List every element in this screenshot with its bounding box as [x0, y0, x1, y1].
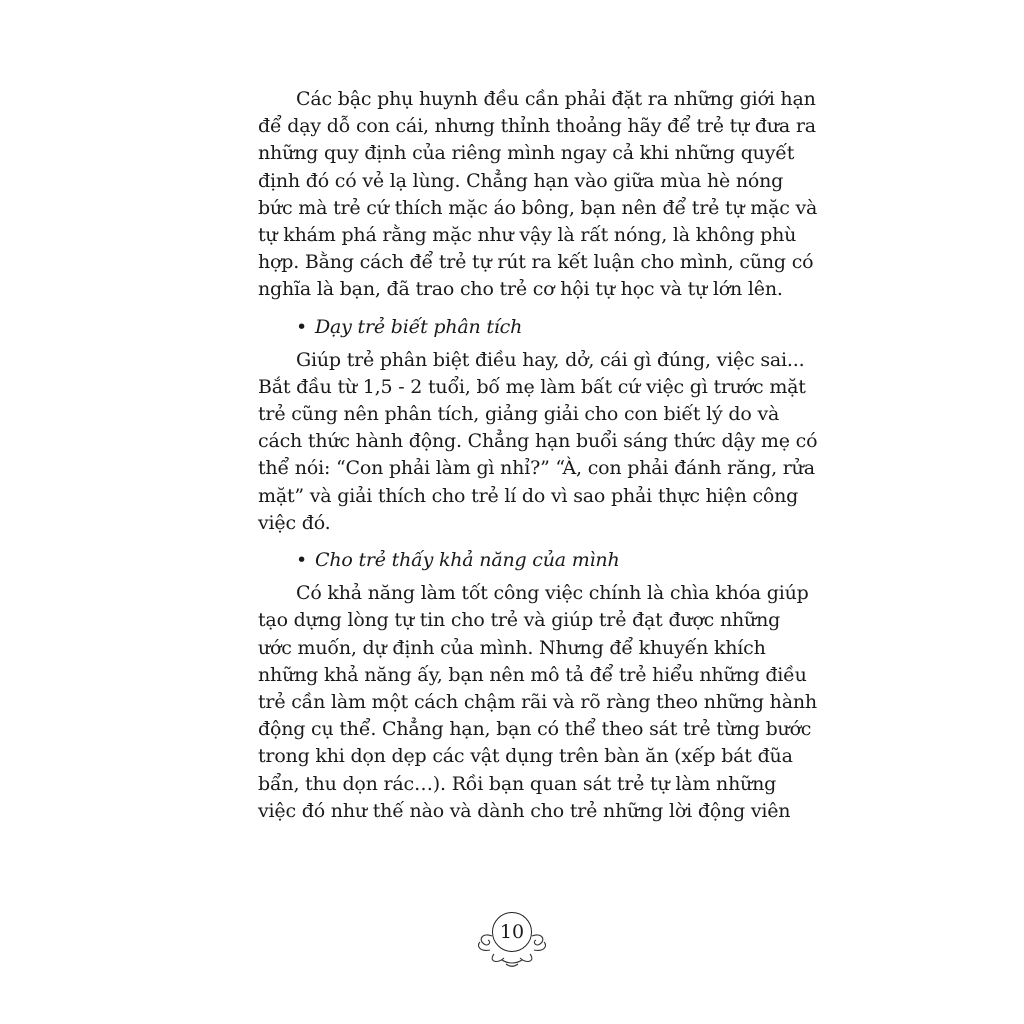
page-footer — [470, 906, 554, 970]
text-line: cách thức hành động. Chẳng hạn buổi sáng thức dậy mẹ có — [258, 430, 818, 453]
bullet-icon: • — [296, 549, 308, 571]
heading-text: Cho trẻ thấy khả năng của mình — [315, 549, 620, 571]
text-line: định đó có vẻ lạ lùng. Chẳng hạn vào giữa mùa hè nóng — [258, 169, 784, 192]
section-heading-abilities — [258, 547, 762, 574]
paragraph-3 — [258, 580, 817, 825]
text-line: việc đó như thế nào và dành cho trẻ những lời động viên — [258, 799, 791, 822]
text-line: trong khi dọn dẹp các vật dụng trên bàn ăn (xếp bát đũa — [258, 745, 793, 768]
text-line: hợp. Bằng cách để trẻ tự rút ra kết luận cho mình, cũng có — [258, 251, 814, 274]
text-line: ước muốn, dự định của mình. Nhưng để khuyến khích — [258, 636, 766, 659]
text-line: thể nói: “Con phải làm gì nhỉ?” “À, con phải đánh răng, rửa — [258, 457, 815, 480]
text-line: Bắt đầu từ 1,5 - 2 tuổi, bố mẹ làm bất cứ việc gì trước mặt — [258, 375, 806, 398]
paragraph-1 — [258, 86, 818, 304]
text-line: để dạy dỗ con cái, nhưng thỉnh thoảng hãy để trẻ tự đưa ra — [258, 115, 816, 138]
section-heading-analysis — [258, 314, 762, 341]
text-line: trẻ cũng nên phân tích, giảng giải cho con biết lý do và — [258, 403, 780, 426]
text-line: bẩn, thu dọn rác…). Rồi bạn quan sát trẻ tự làm những — [258, 772, 777, 795]
text-line: bức mà trẻ cứ thích mặc áo bông, bạn nên để trẻ tự mặc và — [258, 196, 818, 219]
text-line: Các bậc phụ huynh đều cần phải đặt ra những giới hạn — [296, 88, 816, 110]
page-number: 10 — [492, 912, 532, 952]
text-line: động cụ thể. Chẳng hạn, bạn có thể theo sát trẻ từng bước — [258, 718, 812, 741]
text-line: mặt” và giải thích cho trẻ lí do vì sao phải thực hiện công — [258, 484, 799, 507]
text-line: những quy định của riêng mình ngay cả khi những quyết — [258, 142, 795, 165]
book-page-body — [258, 86, 818, 825]
text-line: trẻ cần làm một cách chậm rãi và rõ ràng theo những hành — [258, 690, 817, 713]
text-line: tạo dựng lòng tự tin cho trẻ và giúp trẻ đạt được những — [258, 609, 781, 632]
text-line: tự khám phá rằng mặc như vậy là rất nóng, là không phù — [258, 223, 797, 246]
text-line: những khả năng ấy, bạn nên mô tả để trẻ hiểu những điều — [258, 663, 807, 686]
paragraph-2 — [258, 347, 818, 537]
text-line: Giúp trẻ phân biệt điều hay, dở, cái gì đúng, việc sai... — [296, 348, 805, 371]
text-line: Có khả năng làm tốt công việc chính là chìa khóa giúp — [296, 582, 809, 605]
text-line: việc đó. — [258, 511, 331, 534]
bullet-icon: • — [296, 315, 308, 338]
text-line: nghĩa là bạn, đã trao cho trẻ cơ hội tự học và tự lớn lên. — [258, 278, 783, 301]
heading-text: Dạy trẻ biết phân tích — [315, 315, 523, 338]
